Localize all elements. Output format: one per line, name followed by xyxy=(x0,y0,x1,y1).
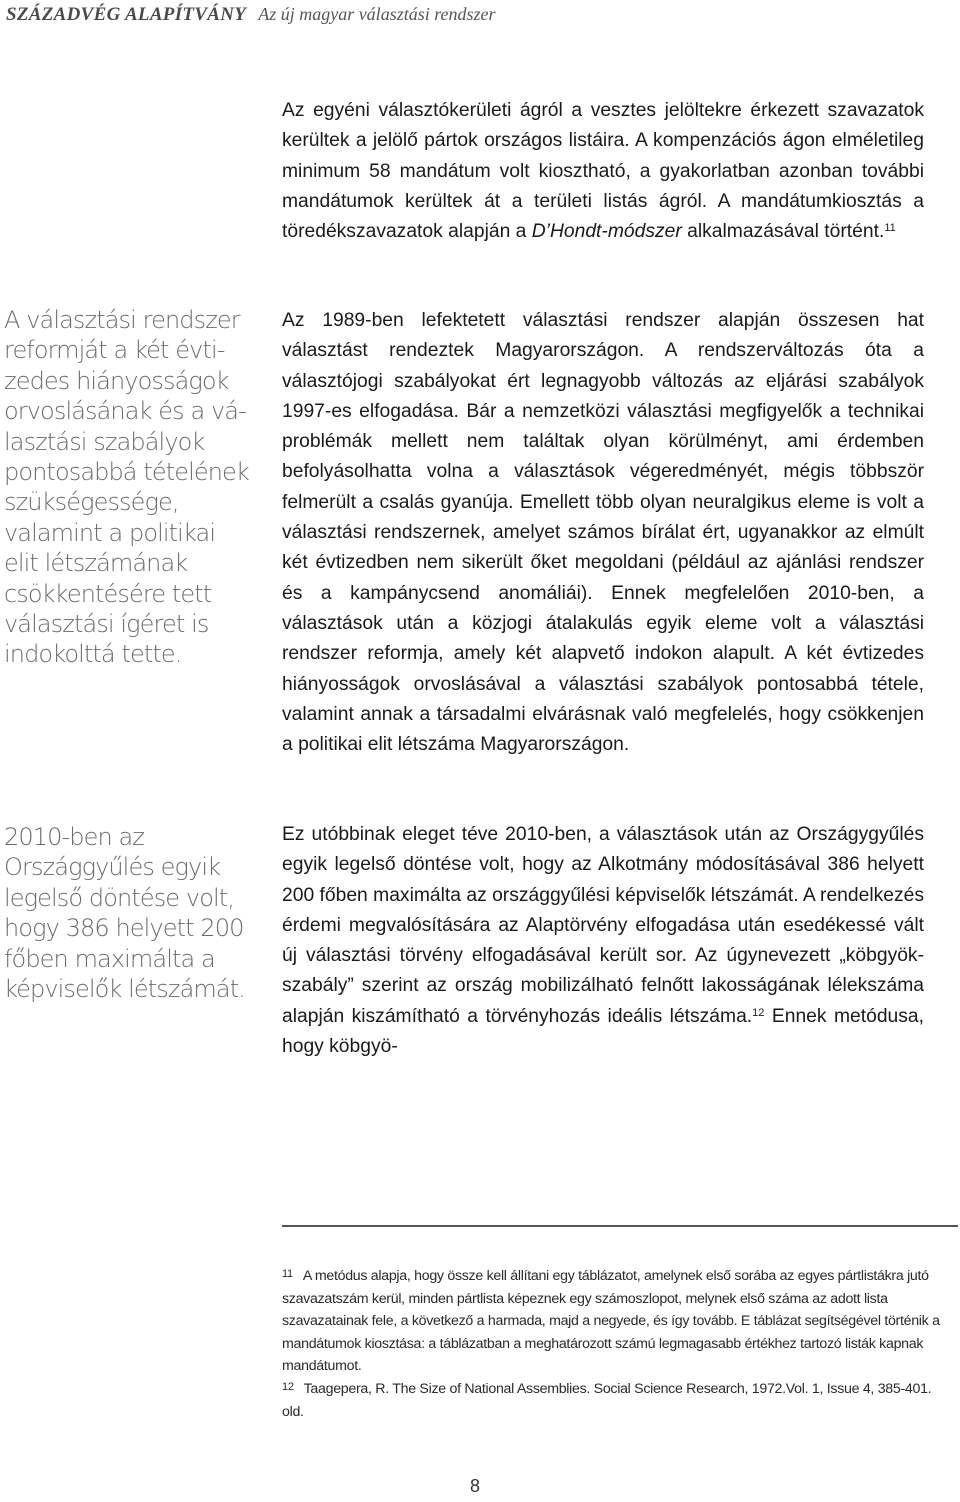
dhondt-method-term: D’Hondt-módszer xyxy=(531,221,682,243)
body-paragraph-1-tail: alkalmazásával történt. xyxy=(681,221,885,243)
footnote-ref-11[interactable]: 11 xyxy=(884,222,896,235)
footnote-11-number: 11 xyxy=(282,1268,293,1280)
pull-quote-2: 2010-ben az Országgyűlés egyik legelső döntése volt, hogy 386 helyett 200 főben maximálta a képviselők létszámát. xyxy=(4,823,245,1004)
footnote-divider xyxy=(282,1225,958,1227)
footnote-11 xyxy=(282,1265,942,1378)
page-number: 8 xyxy=(470,1476,481,1496)
body-paragraph-3 xyxy=(282,820,924,1062)
header-org-name: SZÁZADVÉG ALAPÍTVÁNY xyxy=(6,4,247,25)
pull-quote-1: A választási rendszer reformját a két évtizedes hiányosságok orvoslásának és a választási szabályok pontosabbá tételének szükségessége, valamint a politikai elit létszámának csökkentésére tett választási ígéret is indokolttá tette. xyxy=(4,306,249,669)
running-header xyxy=(6,4,496,28)
footnote-ref-12[interactable]: 12 xyxy=(752,1006,765,1019)
body-paragraph-3-text: Ez utóbbinak eleget téve 2010-ben, a választások után az Országygyűlés egyik legelső döntése volt, hogy az Alkotmány módosításával 386 helyett 200 főben maximálta az országgyűlési képviselők létszámát. A rendelkezés érdemi megvalósítására az Alaptörvény elfogadása után esedékessé vált új választási törvény elfogadásával került sor. Az úgynevezett „köbgyök-szabály” szerint az ország mobilizálható felnőtt lakosságának lélekszáma alapján kiszámítható a törvényhozás ideális létszáma. xyxy=(282,824,924,1027)
footnote-12-text: Taagepera, R. The Size of National Assemblies. Social Science Research, 1972.Vol. 1, Issue 4, 385-401. old. xyxy=(282,1380,932,1420)
header-subtitle: Az új magyar választási rendszer xyxy=(258,4,496,24)
body-paragraph-3-tail: Ennek metódusa, hogy köbgyö- xyxy=(282,1005,924,1058)
footnote-12-number: 12 xyxy=(282,1380,294,1393)
body-paragraph-1 xyxy=(282,96,924,247)
body-paragraph-1-text: Az egyéni választókerületi ágról a vesztes jelöltekre érkezett szavazatok kerültek a jelölő pártok országos listáira. A kompenzációs ágon elméletileg minimum 58 mandátum volt kiosztható, a gyakorlatban azonban további mandátumok kerültek át a területi listás ágról. A mandátumkiosztás a töredékszavazatok alapján a xyxy=(282,100,924,243)
body-paragraph-2-text: Az 1989-ben lefektetett választási rendszer alapján összesen hat választást rendeztek Magyarországon. A rendszerváltozás óta a választójogi szabályokat ért legnagyobb változás az eljárási szabályok 1997-es elfogadása. Bár a nemzetközi választási megfigyelők a technikai problémák mellett nem találtak olyan körülményt, ami érdemben befolyásolhatta volna a választások végeredményét, mégis többször felmerült a csalás gyanúja. Emellett több olyan neuralgikus eleme is volt a választási rendszernek, amelyet számos bírálat ért, ugyanakkor az elmúlt két évtizedben nem sikerült őket megoldani (például az ajánlási rendszer és a kampánycsend anomáliái). Ennek megfelelően 2010-ben, a választások után a közjogi átalakulás egyik eleme volt a választási rendszer reformja, amely két alapvető indokon alapult. A két évtizedes hiányosságok orvoslásával a választási szabályok pontosabbá tétele, valamint annak a társadalmi elvárásnak való megfelelés, hogy csökkenjen a politikai elit létszáma Magyarországon. xyxy=(282,310,924,756)
footnotes xyxy=(282,1265,942,1423)
footnote-11-text: A metódus alapja, hogy össze kell állítani egy táblázatot, amelynek első sorába az egyes pártlistákra jutó szavazatszám kerül, minden pártlista képeznek egy számoszlopot, melynek első száma az adott lista szavazatainak fele, a következő a harmada, majd a negyede, és így tovább. E táblázat segítségével történik a mandátumok kiosztása: a táblázatban a meghatározott számú legmagasabb értékhez tartozó listák kapnak mandátumot. xyxy=(282,1268,940,1375)
footnote-12 xyxy=(282,1378,942,1423)
body-paragraph-2 xyxy=(282,306,924,760)
